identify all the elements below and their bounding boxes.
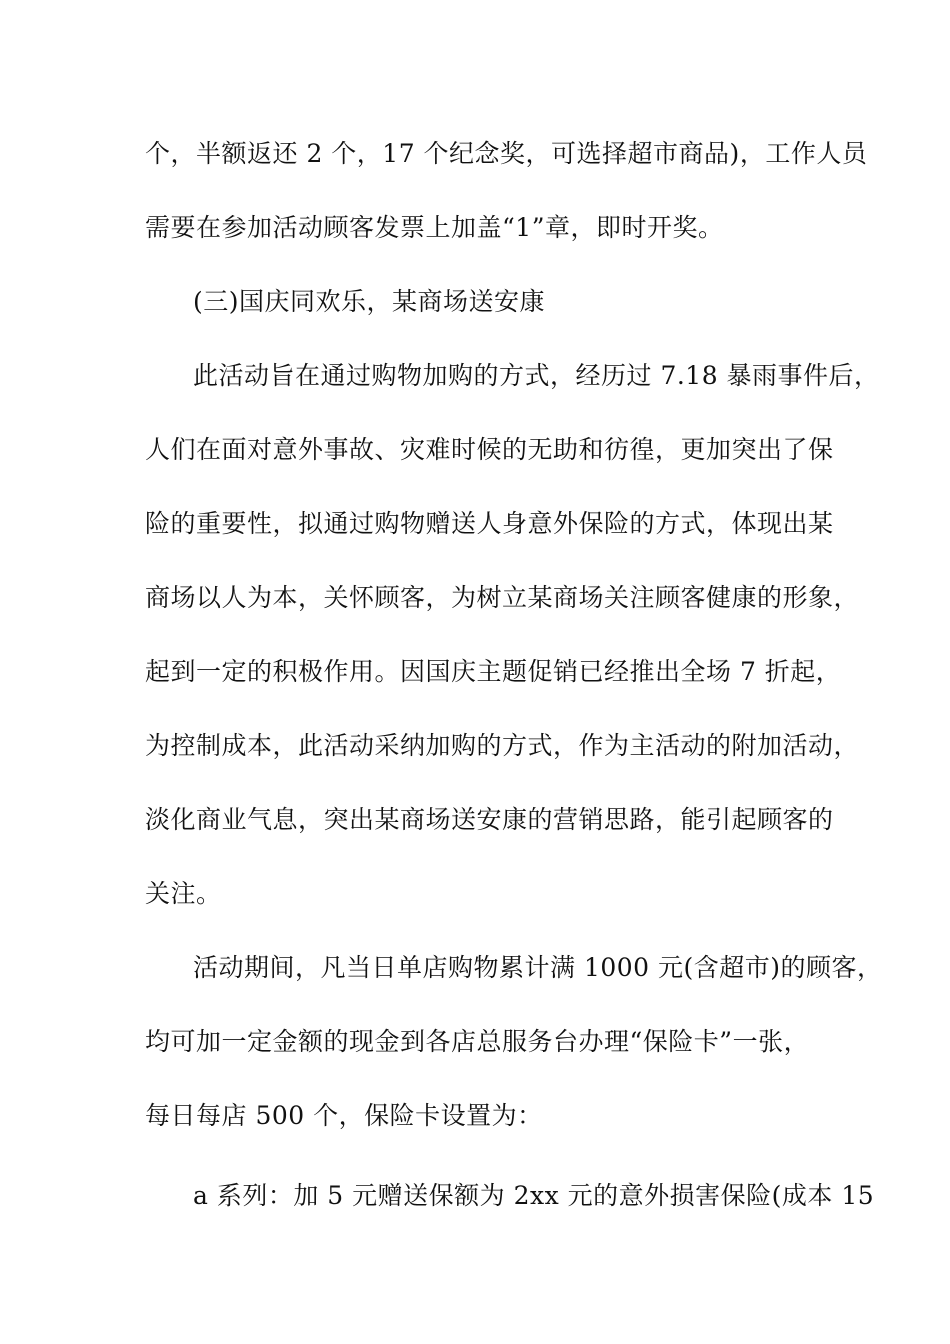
paragraph-line-8: 起到一定的积极作用。因国庆主题促销已经推出全场 7 折起， bbox=[145, 657, 842, 686]
paragraph-line-15: a 系列：加 5 元赠送保额为 2xx 元的意外损害保险(成本 15 bbox=[193, 1181, 875, 1210]
paragraph-line-10: 淡化商业气息，突出某商场送安康的营销思路，能引起顾客的 bbox=[145, 805, 834, 834]
paragraph-line-11: 关注。 bbox=[145, 879, 222, 908]
paragraph-line-6: 险的重要性，拟通过购物赠送人身意外保险的方式，体现出某 bbox=[145, 509, 834, 538]
paragraph-line-4: 此活动旨在通过购物加购的方式，经历过 7.18 暴雨事件后， bbox=[193, 361, 880, 390]
paragraph-line-7: 商场以人为本，关怀顾客，为树立某商场关注顾客健康的形象， bbox=[145, 583, 860, 612]
paragraph-line-5: 人们在面对意外事故、灾难时候的无助和彷徨，更加突出了保 bbox=[145, 435, 834, 464]
paragraph-line-14: 每日每店 500 个，保险卡设置为： bbox=[145, 1101, 543, 1130]
section-heading: (三)国庆同欢乐，某商场送安康 bbox=[193, 287, 546, 316]
paragraph-line-12: 活动期间，凡当日单店购物累计满 1000 元(含超市)的顾客， bbox=[193, 953, 883, 982]
paragraph-line-9: 为控制成本，此活动采纳加购的方式，作为主活动的附加活动， bbox=[145, 731, 860, 760]
paragraph-line-13: 均可加一定金额的现金到各店总服务台办理“保险卡”一张， bbox=[145, 1027, 810, 1056]
paragraph-line-1: 个，半额返还 2 个，17 个纪念奖，可选择超市商品)，工作人员 bbox=[145, 139, 868, 168]
paragraph-line-2: 需要在参加活动顾客发票上加盖“1”章，即时开奖。 bbox=[145, 213, 724, 242]
